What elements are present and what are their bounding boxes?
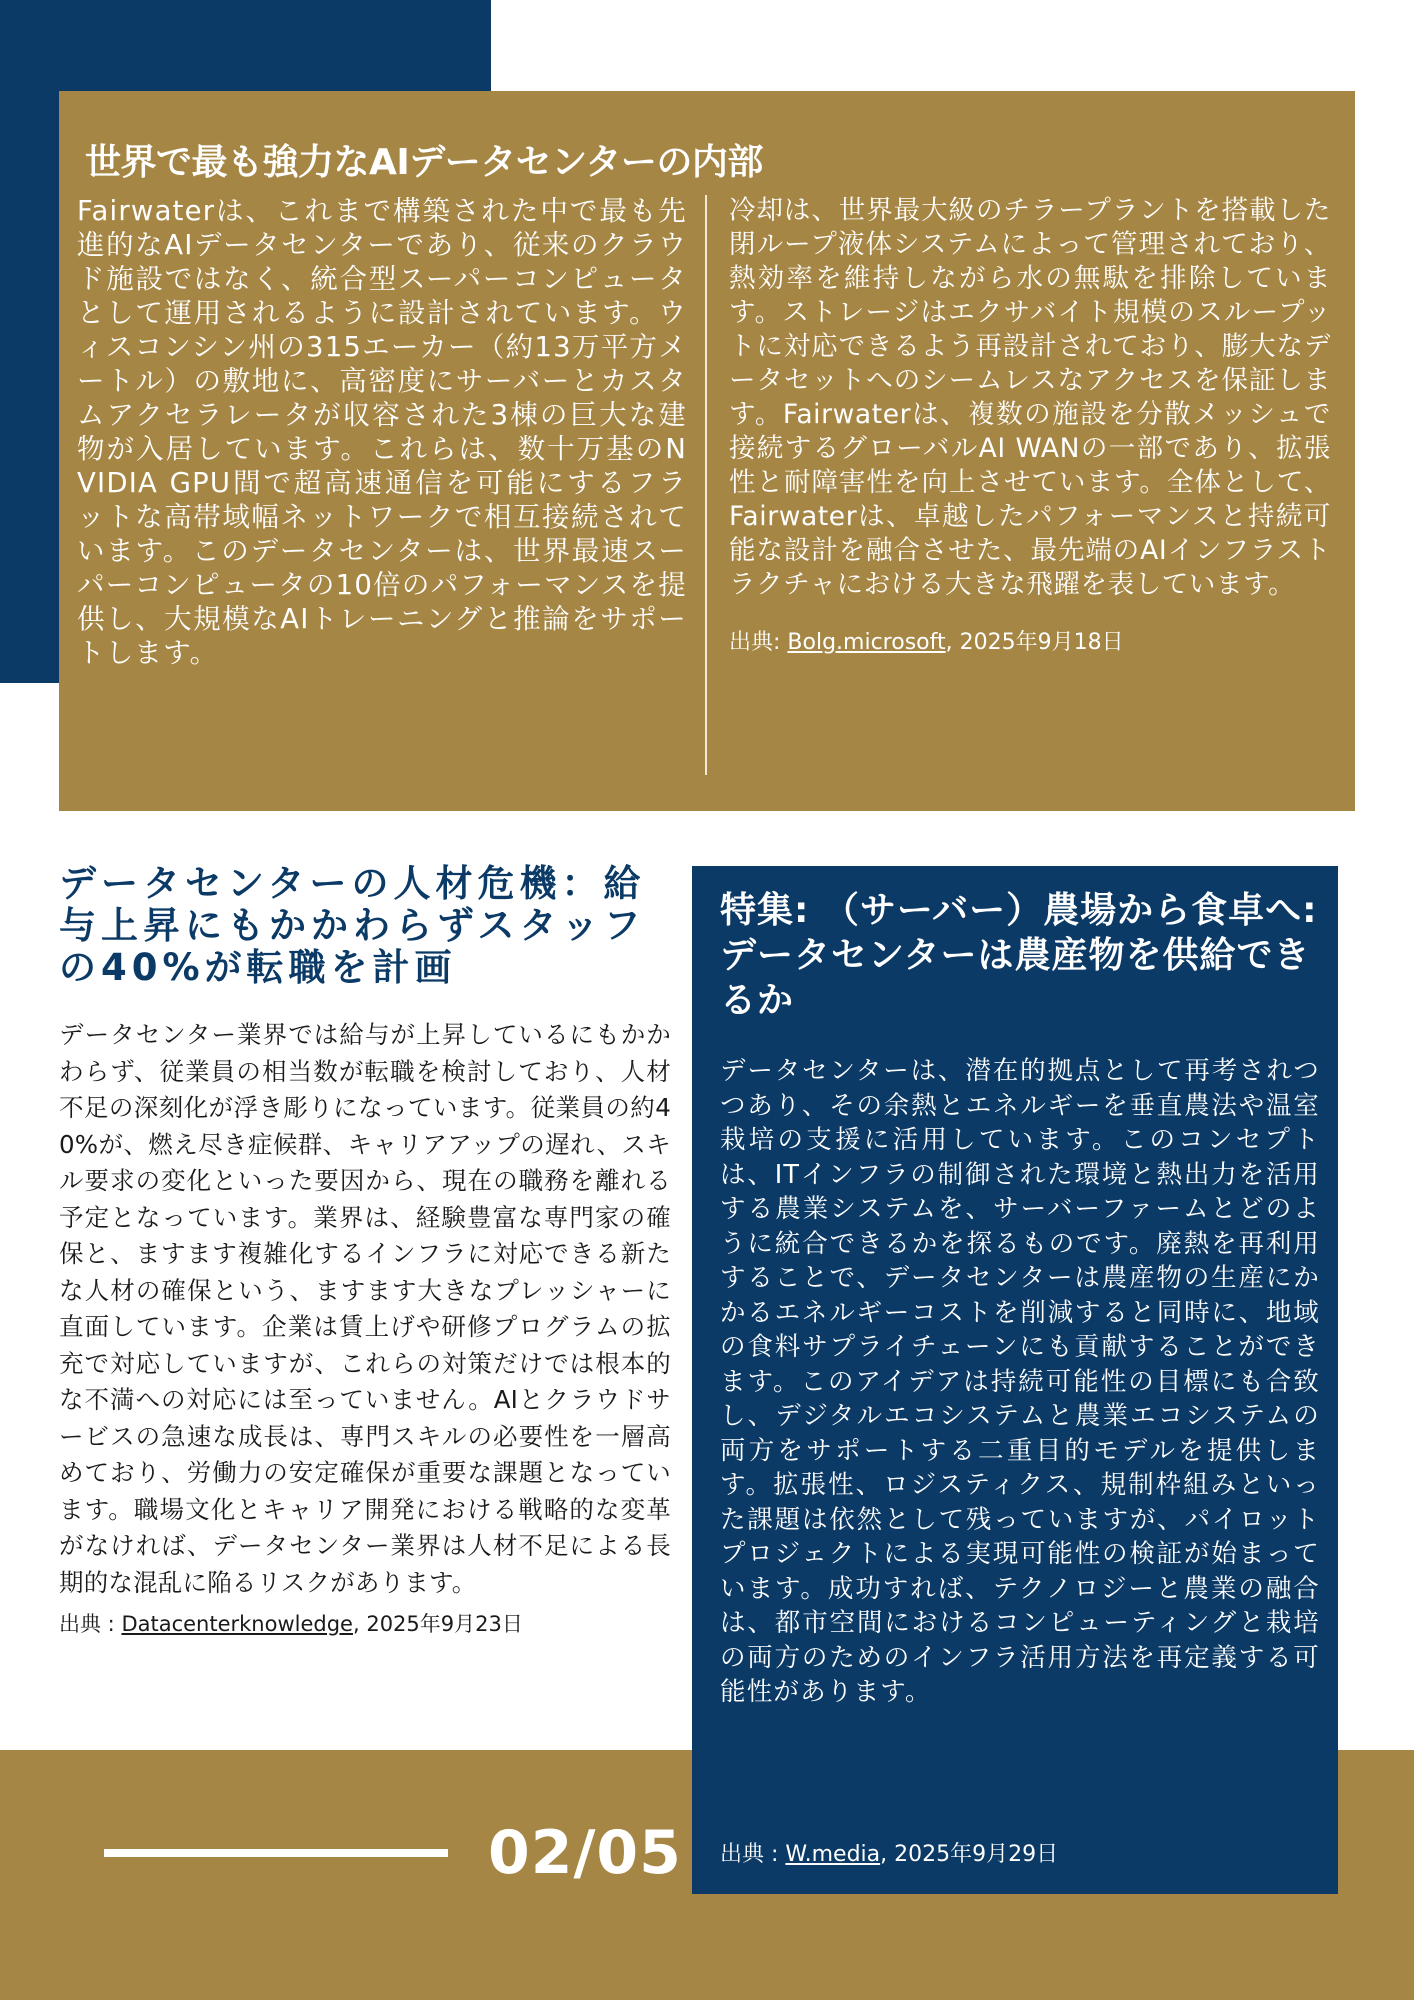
top-article-right-column <box>729 194 1331 658</box>
source-date: , 2025年9月18日 <box>945 630 1124 655</box>
top-article-source <box>729 628 1331 658</box>
source-prefix: 出典: <box>729 630 788 655</box>
source-date: , 2025年9月23日 <box>352 1612 523 1636</box>
source-prefix: 出典 : <box>59 1612 122 1636</box>
feature-panel <box>692 866 1338 1894</box>
left-article-title: データセンターの人材危機：給与上昇にもかかわらずスタッフの40%が転職を計画 <box>59 862 646 989</box>
footer-rule <box>104 1849 448 1857</box>
source-link[interactable]: Datacenterknowledge <box>121 1612 353 1636</box>
source-date: , 2025年9月29日 <box>880 1842 1059 1867</box>
column-divider <box>705 195 707 775</box>
source-link[interactable]: W.media <box>785 1842 881 1867</box>
top-article-right-text: 冷却は、世界最大級のチラープラントを搭載した閉ループ液体システムによって管理されており、熱効率を維持しながら水の無駄を排除しています。ストレージはエクサバイト規模のスループットに対応できるよう再設計されており、膨大なデータセットへのシームレスなアクセスを保証します。Fairwaterは、複数の施設を分散メッシュで接続するグローバルAI WANの一部であり、拡張性と耐障害性を向上させています。全体として、Fairwaterは、卓越したパフォーマンスと持続可能な設計を融合させた、最先端のAIインフラストラクチャにおける大きな飛躍を表しています。 <box>729 195 1331 600</box>
feature-body: データセンターは、潜在的拠点として再考されつつあり、その余熱とエネルギーを垂直農法や温室栽培の支援に活用しています。このコンセプトは、ITインフラの制御された環境と熱出力を活用する農業システムを、サーバーファームとどのように統合できるかを探るものです。廃熱を再利用することで、データセンターは農産物の生産にかかるエネルギーコストを削減すると同時に、地域の食料サプライチェーンにも貢献することができます。このアイデアは持続可能性の目標にも合致し、デジタルエコシステムと農業エコシステムの両方をサポートする二重目的モデルを提供します。拡張性、ロジスティクス、規制枠組みといった課題は依然として残っていますが、パイロットプロジェクトによる実現可能性の検証が始まっています。成功すれば、テクノロジーと農業の融合は、都市空間におけるコンピューティングと栽培の両方のためのインフラ活用方法を再定義する可能性があります。 <box>720 1056 1320 1707</box>
left-article-body: データセンター業界では給与が上昇しているにもかかわらず、従業員の相当数が転職を検討しており、人材不足の深刻化が浮き彫りになっています。従業員の約40%が、燃え尽き症候群、キャリアアップの遅れ、スキル要求の変化といった要因から、現在の職務を離れる予定となっています。業界は、経験豊富な専門家の確保と、ますます複雑化するインフラに対応できる新たな人材の確保という、ますます大きなプレッシャーに直面しています。企業は賃上げや研修プログラムの拡充で対応していますが、これらの対策だけでは根本的な不満への対応には至っていません。AIとクラウドサービスの急速な成長は、専門スキルの必要性を一層高めており、労働力の安定確保が重要な課題となっています。職場文化とキャリア開発における戦略的な変革がなければ、データセンター業界は人材不足による長期的な混乱に陥るリスクがあります。 <box>59 1020 671 1597</box>
page-number: 02/05 <box>488 1818 682 1888</box>
left-article-source <box>59 1609 671 1639</box>
top-article-title: 世界で最も強力なAIデータセンターの内部 <box>85 142 763 184</box>
source-link[interactable]: Bolg.microsoft <box>787 630 946 655</box>
feature-title: 特集: （サーバー）農場から食卓へ:データセンターは農産物を供給できるか <box>720 890 1318 1021</box>
top-article-left-column: Fairwaterは、これまで構築された中で最も先進的なAIデータセンターであり、従来のクラウド施設ではなく、統合型スーパーコンピュータとして運用されるように設計されています。ウィスコンシン州の315エーカー（約13万平方メートル）の敷地に、高密度にサーバーとカスタムアクセラレータが収容された3棟の巨大な建物が入居しています。これらは、数十万基のNVIDIA GPU間で超高速通信を可能にするフラットな高帯域幅ネットワークで相互接続されています。このデータセンターは、世界最速スーパーコンピュータの10倍のパフォーマンスを提供し、大規模なAIトレーニングと推論をサポートします。 <box>77 195 687 669</box>
source-prefix: 出典 : <box>720 1842 786 1867</box>
feature-source <box>720 1840 1058 1870</box>
top-article <box>59 91 1355 811</box>
left-article <box>59 863 671 1639</box>
